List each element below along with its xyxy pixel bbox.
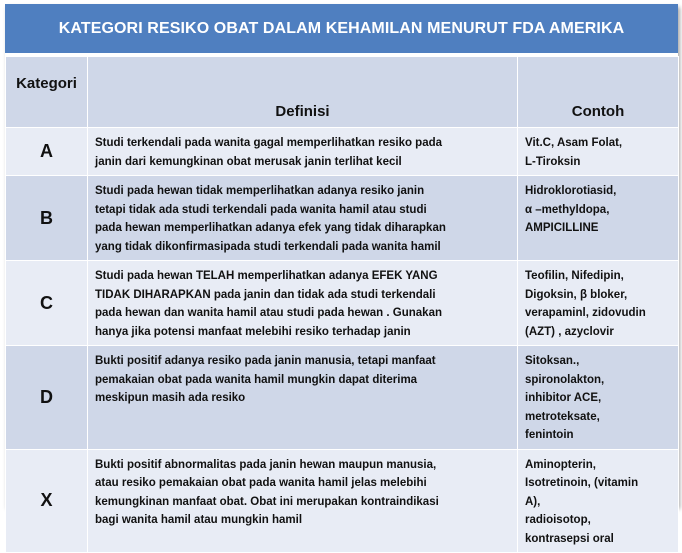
- category-cell: A: [6, 128, 88, 176]
- example-line: Aminopterin,: [525, 458, 596, 471]
- example-line: Digoksin, β bloker,: [525, 288, 628, 301]
- table-row-b: [6, 176, 679, 261]
- example-line: (AZT) , azyclovir: [525, 325, 614, 338]
- table-row-c: [6, 261, 679, 346]
- example-line: kontrasepsi oral: [525, 532, 614, 545]
- definition-cell: [88, 176, 518, 261]
- example-line: radioisotop,: [525, 514, 591, 526]
- example-line: inhibitor ACE,: [525, 392, 602, 404]
- example-cell: [518, 261, 679, 346]
- definition-line: Studi pada hewan tidak memperlihatkan adanya resiko janin: [95, 185, 425, 197]
- definition-line: Bukti positif abnormalitas pada janin hewan maupun manusia,: [95, 458, 437, 471]
- header-definisi: Definisi: [88, 57, 518, 128]
- definition-cell: [88, 128, 518, 176]
- definition-cell: [88, 261, 518, 346]
- table-row-x: [6, 449, 679, 553]
- category-cell: C: [6, 261, 88, 346]
- definition-line: janin dari kemungkinan obat merusak janin terlihat kecil: [95, 155, 402, 168]
- example-line: Teofilin, Nifedipin,: [525, 270, 624, 282]
- example-line: fenintoin: [525, 429, 574, 441]
- example-line: α –methyldopa,: [525, 203, 610, 216]
- category-cell: D: [6, 346, 88, 450]
- example-line: Vit.C, Asam Folat,: [525, 137, 623, 149]
- definition-line: pemakaian obat pada wanita hamil mungkin dapat diterima: [95, 373, 418, 386]
- definition-line: tetapi tidak ada studi terkendali pada wanita hamil atau studi: [95, 203, 427, 216]
- definition-line: TIDAK DIHARAPKAN pada janin dan tidak ada studi terkendali: [95, 288, 436, 301]
- example-line: verapaminl, zidovudin: [525, 307, 646, 319]
- definition-cell: [88, 449, 518, 553]
- example-cell: [518, 176, 679, 261]
- definition-line: bagi wanita hamil atau mungkin hamil: [95, 514, 303, 526]
- example-cell: [518, 449, 679, 553]
- example-line: metroteksate,: [525, 410, 600, 423]
- example-line: Sitoksan.,: [525, 355, 580, 367]
- header-kategori: Kategori: [6, 57, 88, 128]
- example-line: L-Tiroksin: [525, 155, 581, 168]
- example-cell: [518, 346, 679, 450]
- slide-title: KATEGORI RESIKO OBAT DALAM KEHAMILAN MENURUT FDA AMERIKA: [5, 4, 678, 53]
- category-cell: X: [6, 449, 88, 553]
- example-line: A),: [525, 495, 541, 508]
- definition-line: kemungkinan manfaat obat. Obat ini merupakan kontraindikasi: [95, 495, 439, 508]
- table-row-d: [6, 346, 679, 450]
- table-row-a: [6, 128, 679, 176]
- header-contoh: Contoh: [518, 57, 679, 128]
- example-line: Isotretinoin, (vitamin: [525, 477, 639, 489]
- definition-line: hanya jika potensi manfaat melebihi resiko terhadap janin: [95, 325, 411, 338]
- definition-line: pada hewan dan wanita hamil atau studi pada hewan . Gunakan: [95, 307, 442, 319]
- definition-line: atau resiko pemakaian obat pada wanita hamil jelas melebihi: [95, 477, 427, 489]
- example-line: Hidroklorotiasid,: [525, 185, 617, 197]
- risk-category-table: [5, 56, 679, 553]
- definition-line: Studi terkendali pada wanita gagal memperlihatkan resiko pada: [95, 137, 443, 149]
- category-cell: B: [6, 176, 88, 261]
- slide: [5, 4, 678, 545]
- example-line: AMPICILLINE: [525, 222, 599, 234]
- example-cell: [518, 128, 679, 176]
- definition-line: meskipun masih ada resiko: [95, 392, 246, 404]
- table-header-row: [6, 57, 679, 128]
- definition-line: Bukti positif adanya resiko pada janin manusia, tetapi manfaat: [95, 355, 436, 367]
- definition-line: Studi pada hewan TELAH memperlihatkan adanya EFEK YANG: [95, 270, 438, 282]
- example-line: spironolakton,: [525, 373, 605, 386]
- definition-cell: [88, 346, 518, 450]
- definition-line: yang tidak dikonfirmasipada studi terkendali pada wanita hamil: [95, 240, 441, 253]
- definition-line: pada hewan memperlihatkan adanya efek yang tidak diharapkan: [95, 222, 446, 234]
